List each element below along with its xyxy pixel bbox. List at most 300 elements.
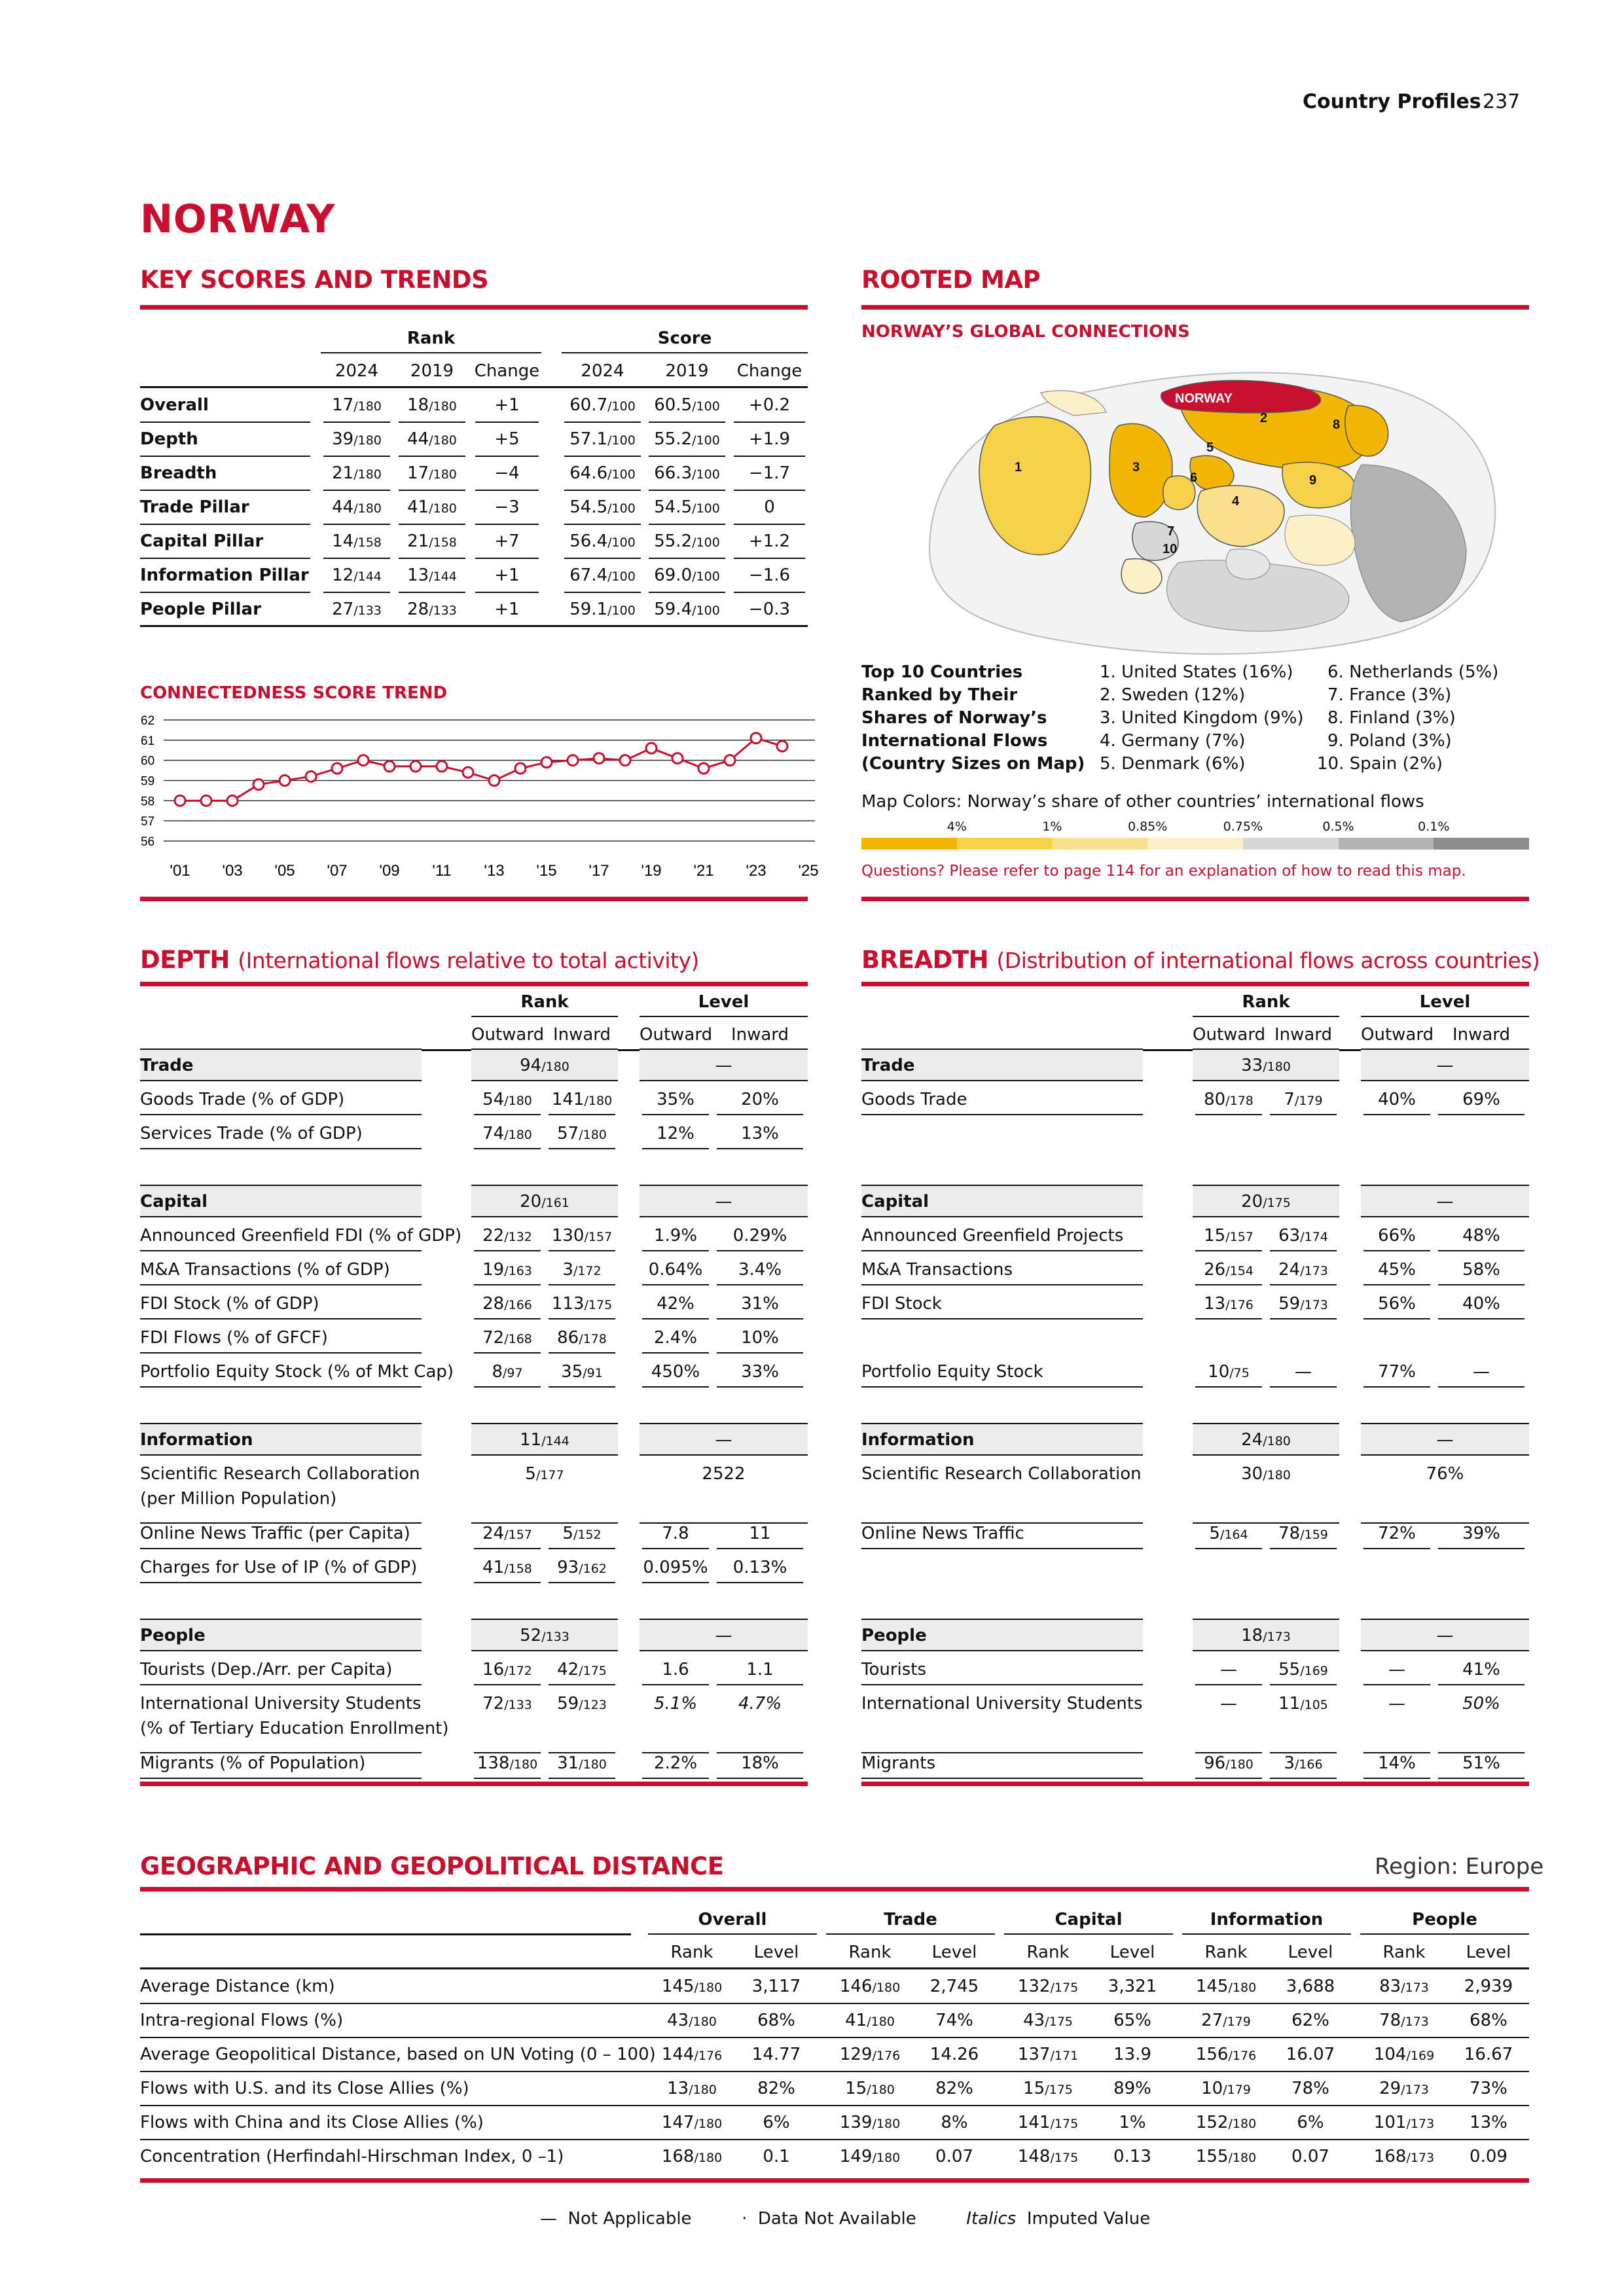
caption-line: Ranked by Their: [861, 685, 1018, 705]
level-inward: 48%: [1462, 1226, 1500, 1246]
rank-inward: [1267, 1090, 1339, 1109]
data-point: [541, 757, 552, 768]
data-point: [725, 755, 735, 766]
column-header: Outward: [471, 1025, 545, 1045]
rank-value: 148: [1017, 2147, 1051, 2166]
group-underline: [826, 1933, 995, 1935]
row-rule: [1195, 1284, 1262, 1285]
row-rule: [861, 1185, 1143, 1186]
data-point: [280, 776, 290, 786]
row-rule: [717, 1684, 803, 1685]
row-rule: [475, 524, 539, 525]
row-rule: [475, 422, 539, 423]
rank-value: 20: [1241, 1192, 1263, 1211]
rank-value: 43: [667, 2011, 689, 2030]
row-rule: [549, 1386, 615, 1388]
rank-denominator: /180: [1228, 2117, 1257, 2131]
row-label: Overall: [140, 395, 209, 415]
geo-rank: [1182, 2147, 1270, 2166]
level-inward: 0.29%: [732, 1226, 787, 1246]
rank-2019: [396, 497, 468, 517]
row-rule: [861, 1284, 1143, 1285]
group-underline: [1182, 1933, 1351, 1935]
score-2019: [646, 565, 728, 585]
map-number: 8: [1333, 418, 1341, 432]
rank-denominator: /180: [541, 1060, 569, 1074]
level-outward: 0.64%: [648, 1260, 703, 1280]
row-rule: [642, 1684, 709, 1685]
row-rule: [1363, 1778, 1430, 1779]
rank-denominator: /157: [584, 1230, 613, 1244]
scale-swatch: [1339, 838, 1434, 850]
column-header: 2024: [334, 361, 379, 381]
rank-value: 24: [1241, 1430, 1263, 1450]
rank-denominator: /179: [1223, 2015, 1251, 2029]
row-rule: [734, 558, 805, 559]
rank-value: 59: [557, 1694, 579, 1713]
level-outward: —: [1388, 1694, 1405, 1713]
group-rank: [1193, 1626, 1339, 1645]
column-header: 2024: [581, 361, 624, 381]
level-inward: 4.7%: [738, 1694, 782, 1713]
rank-value: 57.1: [569, 429, 608, 449]
rank-group-header: Rank: [406, 329, 456, 348]
level-outward: 1.9%: [653, 1226, 698, 1246]
rank-denominator: /180: [504, 1094, 532, 1108]
rank-denominator: /180: [867, 2083, 895, 2097]
rank-value: 15: [1204, 1226, 1226, 1246]
rank-value: 5: [562, 1524, 573, 1543]
group-rank: [1193, 1192, 1339, 1211]
rank-denominator: /180: [694, 1981, 723, 1995]
na-label: Not Applicable: [568, 2209, 692, 2229]
rank-value: —: [1295, 1362, 1312, 1382]
rank-denominator: /163: [504, 1264, 532, 1278]
row-rule: [140, 1352, 422, 1354]
row-rule: [1195, 1684, 1262, 1685]
caption-line: Top 10 Countries: [861, 662, 1023, 682]
geo-rank: [826, 2045, 914, 2064]
geo-rank: [826, 2113, 914, 2132]
rank-2024: [321, 600, 393, 619]
rank-denominator: /180: [1228, 2151, 1257, 2165]
rank-value: 27: [332, 600, 354, 619]
row-rule: [1270, 1778, 1337, 1779]
rank-value: 17: [332, 395, 354, 415]
group-underline: [648, 1933, 817, 1935]
rank-value: 80: [1204, 1090, 1226, 1109]
rank-denominator: /180: [867, 2015, 895, 2029]
rank-denominator: /176: [1228, 2049, 1257, 2063]
trend-chart: [134, 707, 819, 890]
row-label: Portfolio Equity Stock (% of Mkt Cap): [140, 1362, 454, 1382]
row-rule: [861, 1216, 1143, 1217]
rank-value: 146: [839, 1977, 873, 1996]
rank-inward: [1267, 1694, 1339, 1713]
group-level: —: [1436, 1192, 1454, 1211]
rank-outward: [471, 1124, 543, 1143]
row-rule: [1438, 1250, 1525, 1251]
row-rule: [642, 1148, 709, 1149]
rank-denominator: /180: [579, 1757, 607, 1772]
row-label: M&A Transactions (% of GDP): [140, 1260, 390, 1280]
scale-swatch: [1052, 838, 1147, 850]
rank-denominator: /180: [353, 399, 382, 414]
rank-value: 52: [520, 1626, 542, 1645]
rank-inward: [1267, 1226, 1339, 1246]
rank-denominator: /175: [579, 1664, 607, 1678]
row-rule: [140, 524, 310, 525]
rank-inward: [546, 1294, 618, 1314]
row-rule: [1270, 1318, 1337, 1319]
rank-inward: [546, 1124, 618, 1143]
score-group-header: Score: [657, 329, 712, 348]
score-2019: [646, 463, 728, 483]
rank-value: 59.4: [654, 600, 693, 619]
geo-rank: [826, 1977, 914, 1996]
rooted-map: [903, 353, 1506, 661]
row-rule: [1193, 1049, 1339, 1050]
level-outward: 0.095%: [643, 1558, 708, 1577]
rank-denominator: /100: [692, 399, 720, 414]
region-label: Region: Europe: [1375, 1854, 1544, 1880]
geo-row-label: Flows with U.S. and its Close Allies (%): [140, 2079, 469, 2098]
row-rule: [861, 1318, 1143, 1319]
rank-value: 141: [1017, 2113, 1051, 2132]
top10-caption: [861, 661, 1085, 776]
level-inward: 10%: [741, 1328, 779, 1348]
span-level: 2522: [702, 1464, 746, 1484]
geo-subheader: Level: [1466, 1943, 1511, 1962]
rank-2019: [396, 395, 468, 415]
geo-subheader: Level: [931, 1943, 977, 1962]
level-outward: 56%: [1378, 1294, 1416, 1314]
geo-level: 0.07: [935, 2147, 973, 2166]
row-rule: [1363, 1318, 1430, 1319]
row-rule: [1361, 1454, 1529, 1456]
row-rule: [564, 558, 641, 559]
rank-denominator: /180: [353, 501, 382, 516]
data-point: [358, 755, 369, 766]
rank-2024: [321, 497, 393, 517]
geo-level: 2,745: [929, 1977, 979, 1996]
scale-swatch: [1147, 838, 1243, 850]
level-inward: 1.1: [746, 1660, 774, 1679]
data-point: [620, 755, 630, 766]
score-change: −0.3: [748, 600, 791, 619]
row-rule: [399, 490, 465, 491]
caption-line: Shares of Norway’s: [861, 708, 1047, 728]
level-group-header: Level: [698, 992, 749, 1012]
level-inward: 0.13%: [732, 1558, 787, 1577]
geo-level: 0.09: [1470, 2147, 1507, 2166]
row-rule: [861, 1454, 1143, 1456]
rank-value: 39: [332, 429, 354, 449]
rank-outward: [1193, 1660, 1265, 1679]
rank-value: 13: [407, 565, 429, 585]
data-point: [489, 776, 499, 786]
level-inward: 41%: [1462, 1660, 1500, 1679]
geo-rank: [648, 1977, 736, 1996]
breadth-title: BREADTH: [861, 946, 989, 974]
table-header-rule: [140, 1967, 1529, 1969]
row-rule: [140, 1185, 422, 1186]
rank-denominator: /178: [1225, 1094, 1254, 1108]
rank-denominator: /152: [573, 1528, 602, 1542]
rank-change: −3: [494, 497, 520, 517]
row-rule: [717, 1352, 803, 1354]
x-tick-label: '09: [379, 862, 400, 880]
data-point: [175, 795, 185, 806]
rank-value: 59.1: [569, 600, 608, 619]
column-header: Inward: [552, 1025, 611, 1045]
rank-denominator: /144: [541, 1434, 569, 1448]
level-group-header: Level: [1419, 992, 1471, 1012]
score-2019: [646, 600, 728, 619]
rank-value: 41: [845, 2011, 867, 2030]
rank-value: 12: [332, 565, 354, 585]
section-rule: [140, 1887, 1529, 1892]
level-outward: —: [1388, 1660, 1405, 1679]
row-rule: [140, 2139, 1529, 2140]
rank-denominator: /100: [607, 399, 636, 414]
row-rule: [474, 1148, 541, 1149]
rank-value: 144: [661, 2045, 695, 2064]
scale-swatch: [957, 838, 1053, 850]
row-rule: [734, 490, 805, 491]
level-outward: 12%: [657, 1124, 695, 1143]
rank-value: 67.4: [569, 565, 608, 585]
row-label: Breadth: [140, 463, 217, 483]
table-header-rule: [140, 1933, 631, 1935]
row-rule: [861, 1423, 1143, 1424]
geo-subheader: Rank: [1382, 1943, 1426, 1962]
rank-value: 63: [1278, 1226, 1301, 1246]
row-rule: [1193, 1619, 1339, 1620]
rank-denominator: /164: [1219, 1528, 1248, 1542]
level-outward: 450%: [651, 1362, 700, 1382]
geo-group-header: People: [1412, 1910, 1477, 1929]
row-label: People Pillar: [140, 600, 261, 619]
rank-value: 13: [1204, 1294, 1226, 1314]
group-label: Capital: [861, 1192, 929, 1211]
rank-value: 55: [1278, 1660, 1301, 1679]
group-rank: [1193, 1430, 1339, 1450]
row-label: Tourists (Dep./Arr. per Capita): [140, 1660, 393, 1679]
rank-2024: [321, 565, 393, 585]
geo-row-label: Flows with China and its Close Allies (%): [140, 2113, 484, 2132]
row-rule: [640, 1080, 808, 1081]
geo-group-header: Overall: [698, 1910, 767, 1929]
row-rule: [717, 1386, 803, 1388]
map-number: 7: [1167, 524, 1175, 539]
row-rule: [474, 1684, 541, 1685]
row-rule: [717, 1284, 803, 1285]
rank-inward: [1267, 1753, 1339, 1773]
geo-level: 8%: [941, 2113, 968, 2132]
rank-inward: [546, 1558, 618, 1577]
rank-denominator: /158: [504, 1562, 532, 1576]
row-rule: [734, 456, 805, 457]
rank-denominator: /169: [1300, 1664, 1328, 1678]
rank-value: 13: [667, 2079, 689, 2098]
row-label: FDI Stock: [861, 1294, 942, 1314]
rank-denominator: /100: [692, 433, 720, 448]
rank-denominator: /180: [504, 1128, 532, 1142]
rank-value: 156: [1195, 2045, 1229, 2064]
row-label: Scientific Research Collaboration: [140, 1464, 420, 1484]
row-rule: [474, 1284, 541, 1285]
data-point: [384, 761, 395, 772]
level-outward: 5.1%: [653, 1694, 698, 1713]
row-rule: [649, 422, 725, 423]
row-rule: [549, 1148, 615, 1149]
geo-rank: [1182, 2011, 1270, 2030]
rank-denominator: /123: [579, 1698, 607, 1712]
section-rule: [140, 982, 808, 986]
geo-rank: [648, 2011, 736, 2030]
group-underline: [1004, 1933, 1173, 1935]
span-level: 76%: [1426, 1464, 1464, 1484]
top10-item: 8. Finland (3%): [1327, 708, 1456, 728]
rank-value: 35: [561, 1362, 583, 1382]
x-tick-label: '19: [641, 862, 662, 880]
page-number: 237: [1483, 90, 1521, 113]
rank-outward: [1193, 1226, 1265, 1246]
rank-value: 78: [1278, 1524, 1301, 1543]
row-rule: [717, 1548, 803, 1549]
rank-value: 42: [557, 1660, 579, 1679]
rank-denominator: /173: [1406, 2117, 1435, 2131]
rank-outward: [471, 1226, 543, 1246]
row-rule: [140, 1284, 422, 1285]
data-point: [463, 767, 473, 778]
geo-subheader: Rank: [670, 1943, 713, 1962]
column-header: Inward: [731, 1025, 789, 1045]
rank-value: 27: [1201, 2011, 1223, 2030]
level-outward: 14%: [1378, 1753, 1416, 1773]
table-header-rule: [140, 386, 808, 388]
row-rule: [140, 2105, 1529, 2106]
row-rule: [140, 422, 310, 423]
map-norway-label: NORWAY: [1175, 391, 1233, 406]
section-rule: [140, 897, 808, 901]
rank-value: 132: [1017, 1977, 1051, 1996]
geo-rank: [1004, 2147, 1092, 2166]
x-tick-label: '23: [746, 862, 767, 880]
score-2019: [646, 531, 728, 551]
rank-denominator: /180: [872, 2117, 901, 2131]
rank-denominator: /100: [692, 467, 720, 482]
scale-swatch: [861, 838, 957, 850]
level-inward: 39%: [1462, 1524, 1500, 1543]
geo-rank: [826, 2147, 914, 2166]
group-rank: [471, 1430, 618, 1450]
rank-value: —: [1220, 1660, 1237, 1679]
geo-rank: [1360, 2011, 1448, 2030]
section-rule: [140, 2178, 1529, 2183]
rank-value: 54.5: [654, 497, 693, 517]
rank-denominator: /175: [1045, 2015, 1073, 2029]
group-underline: [471, 1016, 618, 1017]
level-inward: 58%: [1462, 1260, 1500, 1280]
row-rule: [1270, 1548, 1337, 1549]
geo-level: 2,939: [1464, 1977, 1513, 1996]
top10-item: 5. Denmark (6%): [1100, 754, 1246, 774]
row-rule: [140, 1250, 422, 1251]
geo-rank: [1004, 2045, 1092, 2064]
row-rule: [140, 2003, 1529, 2004]
row-rule: [323, 422, 390, 423]
rank-value: 10: [1201, 2079, 1223, 2098]
x-tick-label: '13: [484, 862, 505, 880]
row-rule: [140, 2037, 1529, 2038]
row-rule: [640, 1216, 808, 1217]
row-rule: [471, 1049, 618, 1050]
row-label: Online News Traffic: [861, 1524, 1024, 1543]
italics-word: Italics: [966, 2209, 1017, 2229]
level-inward: —: [1473, 1362, 1490, 1382]
score-2024: [562, 531, 643, 551]
geo-row-label: Intra-regional Flows (%): [140, 2011, 344, 2030]
row-rule: [1193, 1080, 1339, 1081]
score-2024: [562, 463, 643, 483]
row-rule: [471, 1423, 618, 1424]
rank-value: 93: [557, 1558, 579, 1577]
rank-denominator: /180: [509, 1757, 538, 1772]
group-label: People: [861, 1626, 927, 1645]
row-rule: [649, 558, 725, 559]
score-2019: [646, 429, 728, 449]
rank-outward: [1193, 1294, 1265, 1314]
row-rule: [549, 1352, 615, 1354]
score-change: 0: [764, 497, 775, 517]
rank-value: 31: [557, 1753, 579, 1773]
map-number: 5: [1206, 440, 1214, 455]
rank-denominator: /159: [1300, 1528, 1328, 1542]
geo-level: 1%: [1119, 2113, 1146, 2132]
row-rule: [1193, 1216, 1339, 1217]
row-label: Goods Trade (% of GDP): [140, 1090, 345, 1109]
rank-denominator: /176: [694, 2049, 723, 2063]
row-rule: [640, 1185, 808, 1186]
rank-value: 113: [551, 1294, 585, 1314]
row-rule: [549, 1284, 615, 1285]
data-point: [672, 753, 683, 764]
row-rule: [564, 422, 641, 423]
rank-inward: [546, 1226, 618, 1246]
rank-value: 57: [557, 1124, 579, 1143]
geo-group-header: Capital: [1055, 1910, 1123, 1929]
row-rule: [1193, 1454, 1339, 1456]
rank-value: 64.6: [569, 463, 608, 483]
page-section-title: Country Profiles: [1303, 90, 1481, 113]
geo-rank: [826, 2079, 914, 2098]
group-label: Trade: [140, 1056, 194, 1075]
column-header: 2019: [410, 361, 454, 381]
dna-label: Data Not Available: [757, 2209, 916, 2229]
rank-denominator: /178: [579, 1332, 607, 1346]
top10-item: 9. Poland (3%): [1327, 731, 1452, 751]
row-rule: [1195, 1250, 1262, 1251]
row-rule: [471, 1080, 618, 1081]
rank-value: 54: [482, 1090, 505, 1109]
rank-denominator: /180: [689, 2083, 717, 2097]
row-rule: [140, 1650, 422, 1651]
row-rule: [717, 1318, 803, 1319]
rank-value: 66.3: [654, 463, 693, 483]
geo-subheader: Level: [1110, 1943, 1155, 1962]
